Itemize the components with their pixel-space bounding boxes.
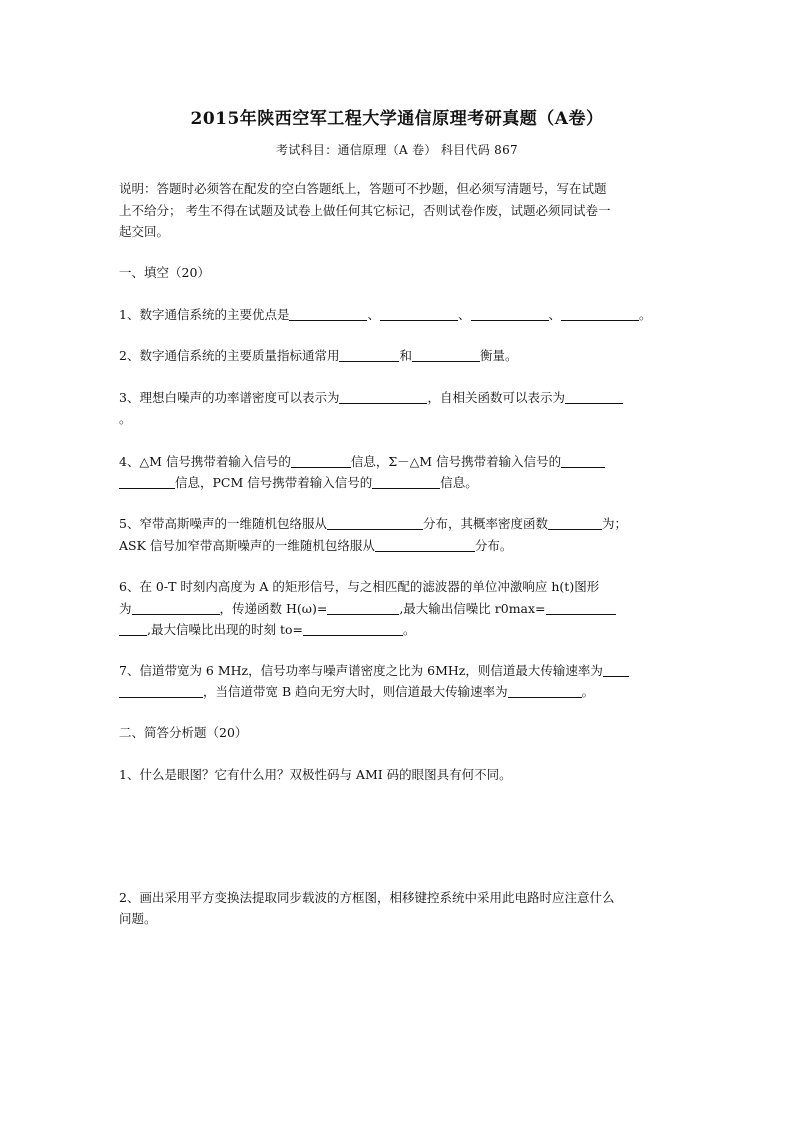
question-text: 2、数字通信系统的主要质量指标通常用 xyxy=(119,348,340,363)
question-text: 。 xyxy=(639,307,652,322)
question-5-cont xyxy=(119,535,679,557)
answer-blank[interactable] xyxy=(327,515,423,530)
section-heading: 一、填空（20） xyxy=(119,265,210,280)
question-6-cont xyxy=(119,619,679,641)
question-3 xyxy=(119,387,679,409)
question-text: 6、在 0-T 时刻内高度为 A 的矩形信号，与之相匹配的滤波器的单位冲激响应 h(t)图形 xyxy=(119,579,600,594)
question-7-cont xyxy=(119,681,679,703)
answer-blank[interactable] xyxy=(375,537,475,552)
question-text: 为； xyxy=(601,516,627,531)
answer-blank[interactable] xyxy=(289,306,367,321)
question-4-cont xyxy=(119,472,679,494)
instructions-line: 说明：答题时必须答在配发的空白答题纸上，答题可不抄题，但必须写清题号，写在试题 xyxy=(119,181,607,196)
answer-blank[interactable] xyxy=(132,600,220,615)
question-text: 、 xyxy=(457,307,471,322)
answer-blank[interactable] xyxy=(561,453,605,468)
question-text: 7、信道带宽为 6 MHz，信号功率与噪声谱密度之比为 6MHz，则信道最大传输速率为 xyxy=(119,663,603,678)
question-text: 5、窄带高斯噪声的一维随机包络服从 xyxy=(119,516,327,531)
question-text: ，当信道带宽 B 趋向无穷大时，则信道最大传输速率为 xyxy=(203,684,508,699)
answer-blank[interactable] xyxy=(119,621,147,636)
answer-blank[interactable] xyxy=(548,515,602,530)
short-answer-question-2-cont: 问题。 xyxy=(119,911,157,926)
question-text: ,最大输出信噪比 r0max= xyxy=(399,601,546,616)
question-text: 。 xyxy=(581,684,595,699)
question-text: 、 xyxy=(367,307,380,322)
short-answer-question-1: 1、什么是眼图？它有什么用？双极性码与 AMI 码的眼图具有何不同。 xyxy=(119,767,512,782)
answer-blank[interactable] xyxy=(561,306,639,321)
answer-blank[interactable] xyxy=(327,600,399,615)
instructions-line: 上不给分； 考生不得在试题及试卷上做任何其它标记，否则试卷作废，试题必须同试卷一 xyxy=(119,203,611,218)
section-heading: 二、简答分析题（20） xyxy=(119,725,248,740)
question-text: 4、△M 信号携带着输入信号的 xyxy=(119,454,291,469)
short-answer-question-2: 2、画出采用平方变换法提取同步载波的方框图，相移键控系统中采用此电路时应注意什么 xyxy=(119,890,615,905)
question-text: 1、数字通信系统的主要优点是 xyxy=(119,307,290,322)
answer-blank[interactable] xyxy=(372,474,440,489)
answer-blank[interactable] xyxy=(380,306,458,321)
question-4 xyxy=(119,451,679,473)
question-text: ,最大信噪比出现的时刻 to= xyxy=(147,622,303,637)
question-3-cont xyxy=(119,408,679,430)
question-5 xyxy=(119,513,679,535)
answer-blank[interactable] xyxy=(339,389,427,404)
question-text: 信息。 xyxy=(440,475,478,490)
exam-subtitle: 考试科目：通信原理（A 卷） 科目代码 867 xyxy=(276,143,518,157)
question-text: ，自相关函数可以表示为 xyxy=(427,390,565,405)
answer-blank[interactable] xyxy=(471,306,549,321)
answer-blank[interactable] xyxy=(603,662,629,677)
question-6-cont xyxy=(119,598,679,620)
question-7 xyxy=(119,660,679,682)
question-text: 分布，其概率密度函数 xyxy=(422,516,548,531)
question-text: 信息，PCM 信号携带着输入信号的 xyxy=(175,475,373,490)
question-text: 分布。 xyxy=(474,538,513,553)
answer-blank[interactable] xyxy=(412,347,480,362)
question-text: 。 xyxy=(402,622,416,637)
answer-blank[interactable] xyxy=(291,453,351,468)
answer-blank[interactable] xyxy=(546,600,616,615)
page-title: 2015年陕西空军工程大学通信原理考研真题（A卷） xyxy=(190,109,604,129)
answer-blank[interactable] xyxy=(119,474,175,489)
question-2 xyxy=(119,345,679,367)
question-text: 、 xyxy=(548,307,562,322)
answer-blank[interactable] xyxy=(508,683,582,698)
question-text: 3、理想白噪声的功率谱密度可以表示为 xyxy=(119,390,340,405)
question-text: 和 xyxy=(399,348,412,363)
question-1 xyxy=(119,304,679,326)
question-text: 。 xyxy=(119,411,132,426)
answer-blank[interactable] xyxy=(119,683,203,698)
question-text: 信息，Σ－△M 信号携带着输入信号的 xyxy=(350,454,562,469)
answer-blank[interactable] xyxy=(339,347,399,362)
answer-blank[interactable] xyxy=(303,621,403,636)
answer-blank[interactable] xyxy=(565,389,623,404)
question-6 xyxy=(119,576,679,598)
question-text: 为 xyxy=(119,601,132,616)
question-text: 衡量。 xyxy=(479,348,518,363)
question-text: ，传递函数 H(ω)= xyxy=(219,601,328,616)
question-text: ASK 信号加窄带高斯噪声的一维随机包络服从 xyxy=(119,538,375,553)
instructions-line: 起交回。 xyxy=(119,224,170,239)
